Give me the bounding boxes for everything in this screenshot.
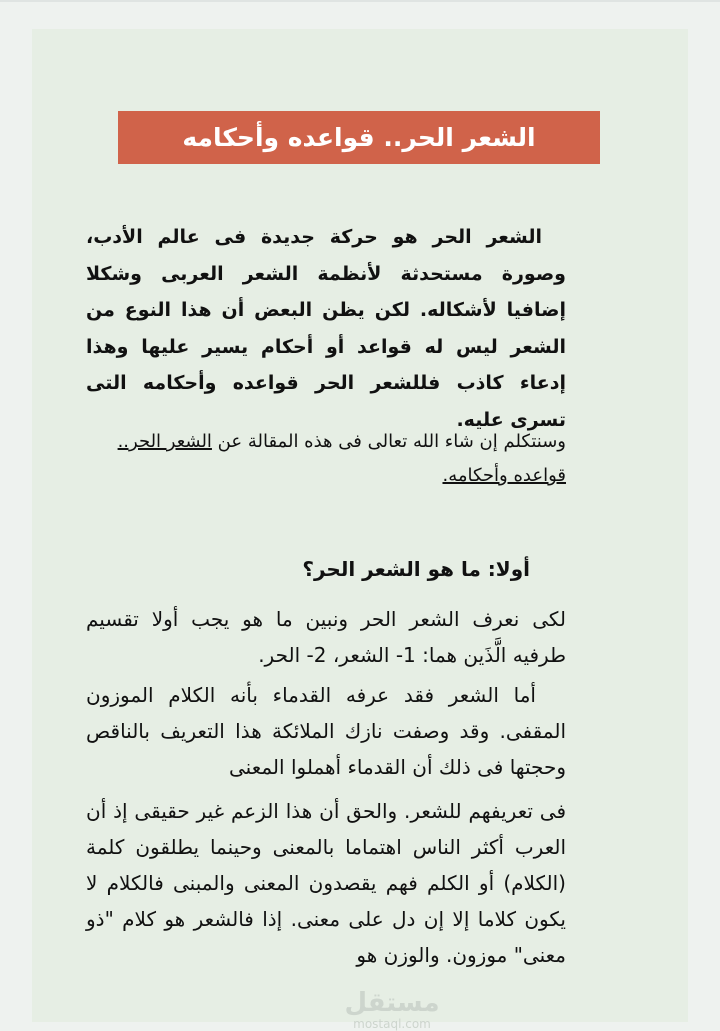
watermark-logo-latin: mostaql.com [353, 1017, 431, 1031]
top-border [0, 0, 720, 2]
mostaql-watermark [342, 989, 442, 1031]
document-page [32, 29, 688, 1031]
intro-normal-paragraph [86, 425, 566, 493]
intro-bold-text: الشعر الحر هو حركة جديدة فى عالم الأدب، وصورة مستحدثة لأنظمة الشعر العربى وشكلا إضافيا لأشكاله. لكن يظن البعض أن هذا النوع من الشعر ليس له قواعد أو أحكام يسير عليها وهذا إدعاء كاذب فللشعر الحر قواعده وأحكامه التى تسرى عليه. [86, 226, 566, 431]
watermark-logo-arabic: مستقل [344, 988, 440, 1018]
paragraph-meaning: فى تعريفهم للشعر. والحق أن هذا الزعم غير حقيقى إذ أن العرب أكثر الناس اهتماما بالمعنى وحينما يطلقون كلمة (الكلام) أو الكلم فهم يقصدون المعنى والمبنى فالكلام لا يكون كلاما إلا إن دل على معنى. إذا فالشعر هو كلام "ذو معنى" موزون. والوزن هو [86, 799, 566, 967]
intro-bold-paragraph [86, 219, 566, 438]
paragraph-definition: لكى نعرف الشعر الحر ونبين ما هو يجب أولا تقسيم طرفيه الَّذَين هما: 1- الشعر، 2- الحر. [86, 607, 566, 667]
paragraph-ancients-definition [86, 677, 566, 785]
article-title-text: الشعر الحر.. قواعده وأحكامه [182, 123, 536, 152]
paragraph-ancients-text: أما الشعر فقد عرفه القدماء بأنه الكلام الموزون المقفى. وقد وصفت نازك الملائكة هذا التعريف بالناقص وحجتها فى ذلك أن القدماء أهملوا المعنى [86, 683, 566, 779]
section-heading: أولا: ما هو الشعر الحر؟ [302, 557, 530, 581]
intro-underlined-title: الشعر الحر.. قواعده وأحكامه. [117, 431, 566, 486]
intro-normal-text: وسنتكلم إن شاء الله تعالى فى هذه المقالة عن [211, 431, 566, 452]
article-title [118, 111, 600, 164]
